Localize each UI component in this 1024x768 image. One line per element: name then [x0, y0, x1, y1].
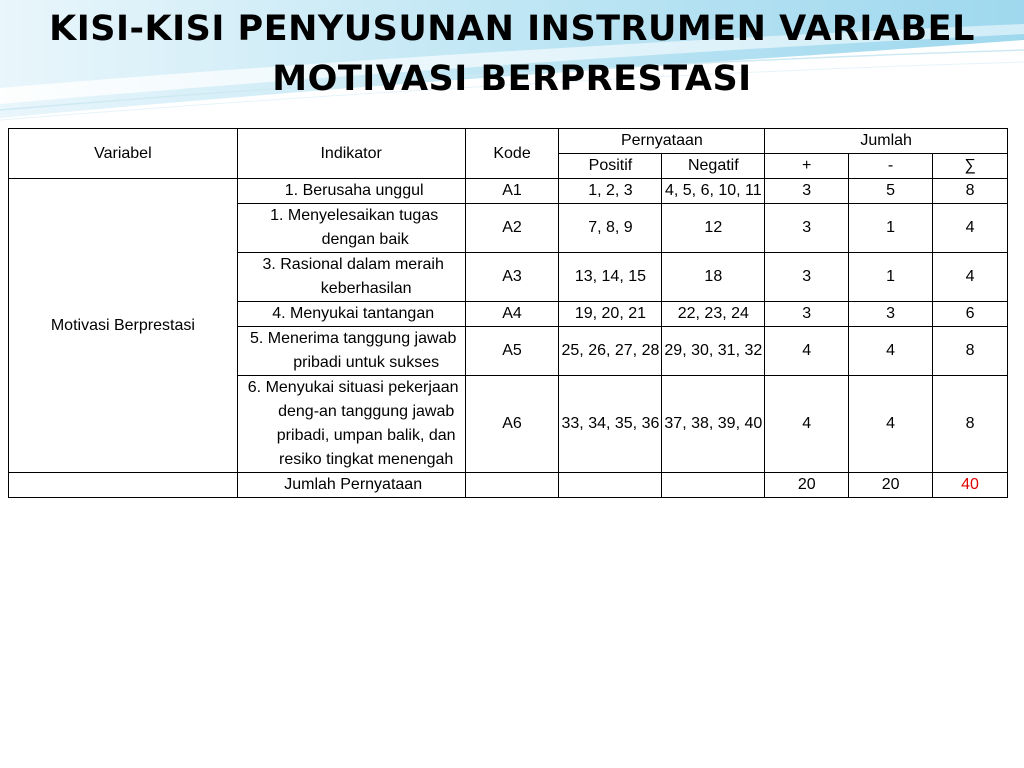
indikator-cell [237, 179, 465, 204]
minus-cell: 5 [849, 179, 933, 204]
title-line-2: MOTIVASI BERPRESTASI [272, 59, 752, 99]
indikator-text: 1. Menyelesaikan tugas dengan baik [270, 207, 439, 248]
kode-cell: A4 [465, 302, 559, 327]
total-row [9, 473, 1008, 498]
total-empty-kode [465, 473, 559, 498]
header-kode: Kode [465, 129, 559, 179]
sum-cell: 8 [933, 327, 1008, 376]
positif-cell: 7, 8, 9 [559, 204, 662, 253]
total-plus: 20 [765, 473, 849, 498]
table-row [9, 179, 1008, 204]
positif-cell: 33, 34, 35, 36 [559, 376, 662, 473]
minus-cell: 3 [849, 302, 933, 327]
minus-cell: 1 [849, 204, 933, 253]
indikator-text: 5. Menerima tanggung jawab pribadi untuk sukses [249, 330, 457, 371]
header-sigma: ∑ [933, 154, 1008, 179]
variable-cell: Motivasi Berprestasi [9, 179, 238, 473]
plus-cell: 3 [765, 302, 849, 327]
indikator-text: 3. Rasional dalam meraih keberhasilan [262, 256, 444, 297]
negatif-cell: 22, 23, 24 [662, 302, 765, 327]
indikator-text: 1. Berusaha unggul [284, 182, 424, 199]
header-negatif: Negatif [662, 154, 765, 179]
negatif-cell: 4, 5, 6, 10, 11 [662, 179, 765, 204]
negatif-cell: 37, 38, 39, 40 [662, 376, 765, 473]
kode-cell: A3 [465, 253, 559, 302]
header-jumlah: Jumlah [765, 129, 1008, 154]
total-minus: 20 [849, 473, 933, 498]
negatif-cell: 29, 30, 31, 32 [662, 327, 765, 376]
minus-cell: 1 [849, 253, 933, 302]
plus-cell: 4 [765, 327, 849, 376]
indikator-cell [237, 376, 465, 473]
header-minus: - [849, 154, 933, 179]
sum-cell: 4 [933, 204, 1008, 253]
header-pernyataan: Pernyataan [559, 129, 765, 154]
title-line-1: KISI-KISI PENYUSUNAN INSTRUMEN VARIABEL [49, 9, 975, 49]
plus-cell: 3 [765, 253, 849, 302]
negatif-cell: 18 [662, 253, 765, 302]
total-sum: 40 [933, 473, 1008, 498]
plus-cell: 3 [765, 204, 849, 253]
total-empty-negatif [662, 473, 765, 498]
indikator-cell [237, 302, 465, 327]
positif-cell: 19, 20, 21 [559, 302, 662, 327]
sum-cell: 6 [933, 302, 1008, 327]
total-label: Jumlah Pernyataan [237, 473, 465, 498]
total-empty-variabel [9, 473, 238, 498]
kisi-kisi-table [8, 128, 1008, 498]
page-title [0, 4, 1024, 104]
kode-cell: A6 [465, 376, 559, 473]
kode-cell: A1 [465, 179, 559, 204]
minus-cell: 4 [849, 327, 933, 376]
negatif-cell: 12 [662, 204, 765, 253]
indikator-text: 6. Menyukai situasi pekerjaan deng-an tanggung jawab pribadi, umpan balik, dan resiko tingkat menengah [247, 379, 459, 468]
positif-cell: 25, 26, 27, 28 [559, 327, 662, 376]
total-empty-positif [559, 473, 662, 498]
indikator-cell [237, 327, 465, 376]
kode-cell: A5 [465, 327, 559, 376]
header-variabel: Variabel [9, 129, 238, 179]
plus-cell: 4 [765, 376, 849, 473]
sum-cell: 4 [933, 253, 1008, 302]
header-plus: + [765, 154, 849, 179]
kode-cell: A2 [465, 204, 559, 253]
indikator-cell [237, 204, 465, 253]
positif-cell: 1, 2, 3 [559, 179, 662, 204]
sum-cell: 8 [933, 179, 1008, 204]
indikator-cell [237, 253, 465, 302]
header-positif: Positif [559, 154, 662, 179]
header-indikator: Indikator [237, 129, 465, 179]
positif-cell: 13, 14, 15 [559, 253, 662, 302]
indikator-text: 4. Menyukai tantangan [272, 305, 435, 322]
plus-cell: 3 [765, 179, 849, 204]
sum-cell: 8 [933, 376, 1008, 473]
minus-cell: 4 [849, 376, 933, 473]
